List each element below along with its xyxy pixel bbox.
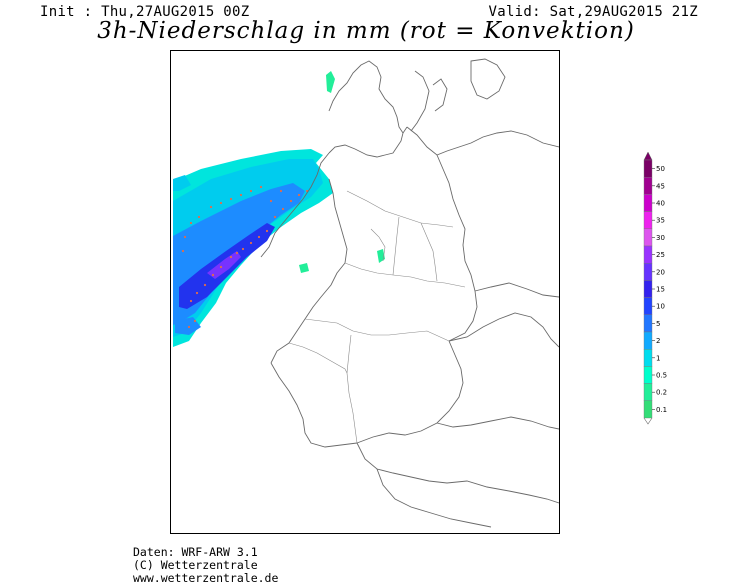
poland-border — [475, 283, 559, 297]
sweden-south — [471, 59, 505, 99]
legend-swatch — [644, 177, 652, 194]
footer-data-source: Daten: WRF-ARW 3.1 — [133, 545, 258, 559]
legend-label: 45 — [656, 182, 665, 191]
legend-label: 15 — [656, 285, 665, 294]
alps-border — [357, 443, 559, 503]
legend-label: 2 — [656, 337, 661, 346]
state-border-3 — [393, 217, 399, 275]
czech-border — [449, 313, 559, 347]
legend-label: 5 — [656, 319, 661, 328]
legend-label: 35 — [656, 216, 665, 225]
austria-border — [437, 417, 559, 429]
legend-label: 30 — [656, 233, 665, 242]
init-time: Init : Thu,27AUG2015 00Z — [40, 4, 250, 20]
precip-patch-west — [299, 263, 309, 273]
legend-label: 50 — [656, 165, 665, 174]
legend-arrow-bottom — [644, 418, 652, 424]
legend-swatch — [644, 229, 652, 246]
italy-border — [377, 469, 491, 527]
legend-label: 10 — [656, 302, 665, 311]
legend-label: 40 — [656, 199, 665, 208]
state-border-6 — [289, 343, 347, 373]
legend-swatch — [644, 298, 652, 315]
precip-patch-north — [326, 71, 335, 93]
legend-label: 1 — [656, 354, 661, 363]
legend-label: 20 — [656, 268, 665, 277]
germany-southwest-border — [271, 363, 357, 447]
legend-swatch — [644, 194, 652, 211]
state-borders — [289, 191, 465, 443]
legend-swatch — [644, 246, 652, 263]
legend-swatch — [644, 332, 652, 349]
legend-swatch — [644, 401, 652, 418]
legend-arrow-top — [644, 152, 652, 160]
legend-swatch — [644, 212, 652, 229]
north-sea-coast — [329, 127, 407, 157]
legend-swatch — [644, 315, 652, 332]
precipitation-field — [173, 71, 385, 347]
legend-swatch — [644, 280, 652, 297]
legend-swatch — [644, 160, 652, 177]
baltic-coast — [407, 127, 559, 155]
legend-swatch — [644, 366, 652, 383]
valid-time: Valid: Sat,29AUG2015 21Z — [488, 4, 698, 20]
state-border-4 — [305, 319, 449, 341]
state-border-1 — [347, 191, 453, 227]
legend-swatch — [644, 263, 652, 280]
state-border-5 — [347, 335, 357, 443]
legend-swatch — [644, 349, 652, 366]
legend-label: 0.1 — [656, 405, 668, 414]
footer-copyright: (C) Wetterzentrale — [133, 558, 258, 572]
coastlines-borders — [261, 59, 559, 527]
precipitation-legend — [640, 152, 700, 432]
map-canvas — [171, 51, 559, 533]
germany-south-border — [357, 341, 463, 443]
legend-label: 0.2 — [656, 388, 668, 397]
legend-label: 0.5 — [656, 371, 668, 380]
state-border-2 — [345, 263, 465, 287]
germany-east-border — [437, 155, 477, 341]
state-border-8 — [421, 223, 437, 281]
map-title: 3h-Niederschlag in mm (rot = Konvektion) — [97, 18, 635, 44]
denmark-outline — [329, 61, 447, 133]
legend-label: 25 — [656, 251, 665, 260]
legend-swatch — [644, 384, 652, 401]
footer-url[interactable]: www.wetterzentrale.de — [133, 571, 279, 585]
precipitation-map — [170, 50, 560, 534]
